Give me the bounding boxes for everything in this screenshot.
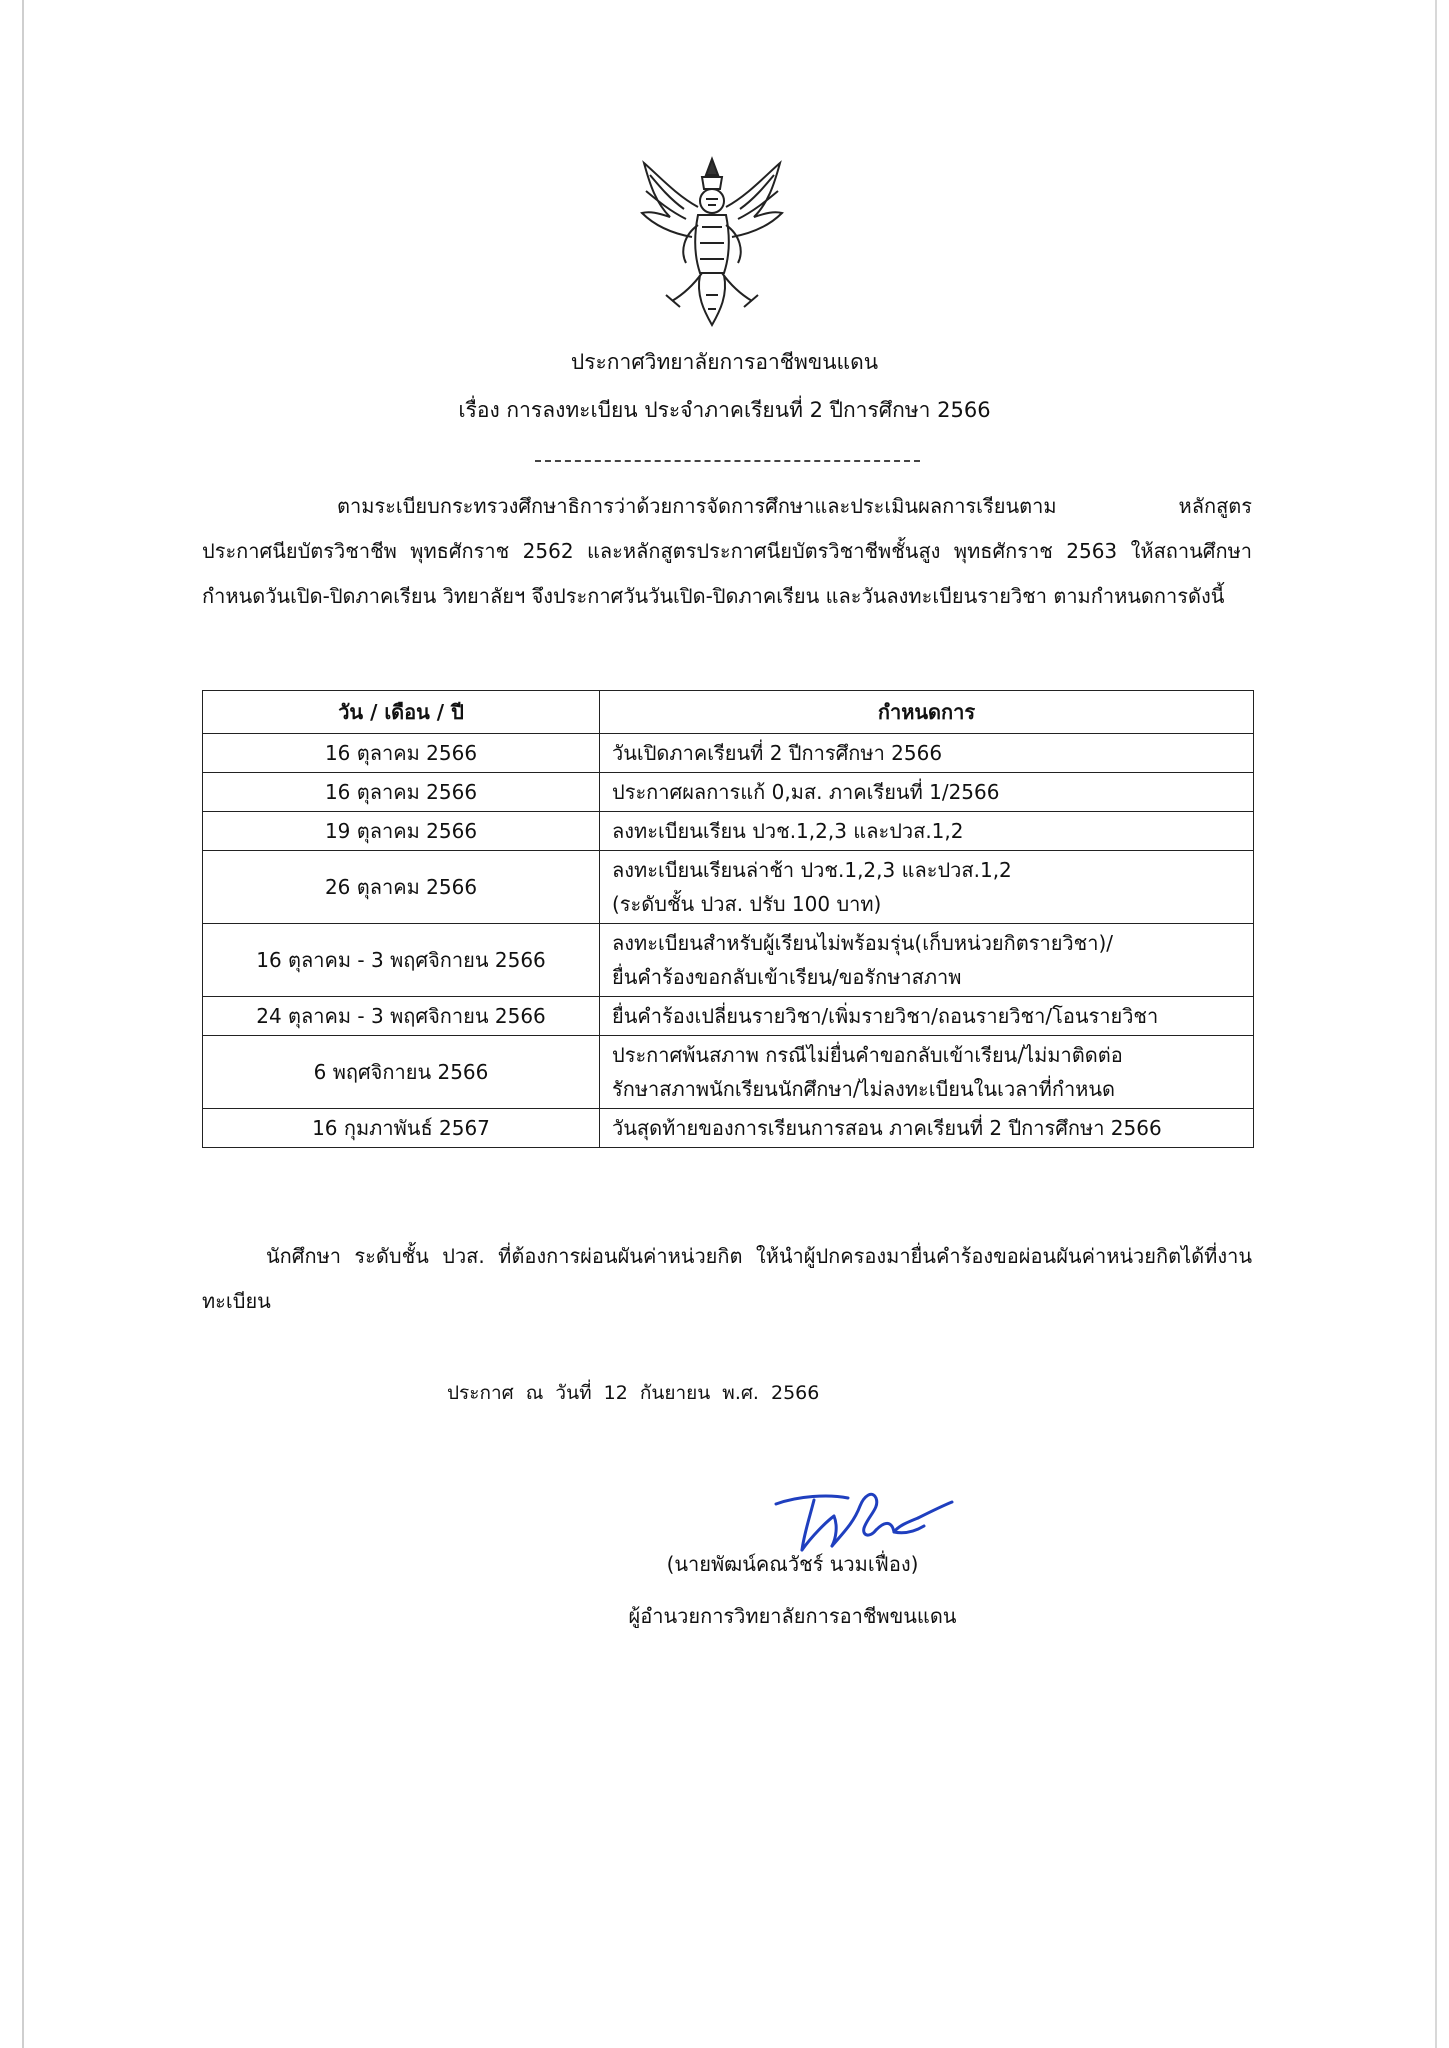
table-row bbox=[203, 924, 1254, 997]
table-row bbox=[203, 1036, 1254, 1109]
table-row bbox=[203, 812, 1254, 851]
table-row bbox=[203, 1109, 1254, 1148]
document-subject: เรื่อง การลงทะเบียน ประจำภาคเรียนที่ 2 ปีการศึกษา 2566 bbox=[458, 398, 991, 422]
table-header-row bbox=[203, 691, 1254, 734]
note-text: นักศึกษา ระดับชั้น ปวส. ที่ต้องการผ่อนผันค่าหน่วยกิต ให้นำผู้ปกครองมายื่นคำร้องขอผ่อนผันค่าหน่วยกิตได้ที่งานทะเบียน bbox=[202, 1244, 1252, 1313]
schedule-activity bbox=[600, 851, 1254, 924]
announcement-date: ประกาศ ณ วันที่ 12 กันยายน พ.ศ. 2566 bbox=[447, 1382, 820, 1404]
table-row bbox=[203, 773, 1254, 812]
schedule-date: 26 ตุลาคม 2566 bbox=[203, 851, 600, 924]
activity-line: วันสุดท้ายของการเรียนการสอน ภาคเรียนที่ 2 ปีการศึกษา 2566 bbox=[612, 1116, 1162, 1140]
schedule-activity bbox=[600, 1036, 1254, 1109]
activity-line: ยื่นคำร้องขอกลับเข้าเรียน/ขอรักษาสภาพ bbox=[612, 965, 962, 989]
scan-edge-left bbox=[22, 0, 24, 2048]
title-divider bbox=[535, 460, 920, 462]
intro-paragraph bbox=[202, 484, 1252, 619]
schedule-activity bbox=[600, 997, 1254, 1036]
activity-line: ประกาศผลการแก้ 0,มส. ภาคเรียนที่ 1/2566 bbox=[612, 780, 1000, 804]
schedule-date: 19 ตุลาคม 2566 bbox=[203, 812, 600, 851]
schedule-date: 16 ตุลาคม 2566 bbox=[203, 773, 600, 812]
scan-edge-right bbox=[1435, 0, 1437, 2048]
table-row bbox=[203, 851, 1254, 924]
activity-line: วันเปิดภาคเรียนที่ 2 ปีการศึกษา 2566 bbox=[612, 741, 943, 765]
activity-line: รักษาสภาพนักเรียนนักศึกษา/ไม่ลงทะเบียนในเวลาที่กำหนด bbox=[612, 1077, 1116, 1101]
garuda-emblem-icon bbox=[636, 155, 788, 331]
activity-column-header: กำหนดการ bbox=[600, 691, 1254, 734]
date-column-header: วัน / เดือน / ปี bbox=[203, 691, 600, 734]
signatory-position: ผู้อำนวยการวิทยาลัยการอาชีพขนแดน bbox=[628, 1604, 957, 1628]
schedule-activity bbox=[600, 773, 1254, 812]
schedule-date: 16 ตุลาคม - 3 พฤศจิกายน 2566 bbox=[203, 924, 600, 997]
activity-line: ประกาศพ้นสภาพ กรณีไม่ยื่นคำขอกลับเข้าเรียน/ไม่มาติดต่อ bbox=[612, 1043, 1123, 1067]
signatory-name: (นายพัฒน์คณวัชร์ นวมเฟื่อง) bbox=[666, 1552, 919, 1576]
activity-line: (ระดับชั้น ปวส. ปรับ 100 บาท) bbox=[612, 892, 882, 916]
schedule-activity bbox=[600, 734, 1254, 773]
table-row bbox=[203, 734, 1254, 773]
schedule-table bbox=[202, 690, 1254, 1148]
document-title: ประกาศวิทยาลัยการอาชีพขนแดน bbox=[570, 350, 879, 374]
schedule-date: 6 พฤศจิกายน 2566 bbox=[203, 1036, 600, 1109]
table-row bbox=[203, 997, 1254, 1036]
activity-line: ลงทะเบียนเรียนล่าช้า ปวช.1,2,3 และปวส.1,2 bbox=[612, 858, 1012, 882]
schedule-activity bbox=[600, 812, 1254, 851]
schedule-activity bbox=[600, 924, 1254, 997]
activity-line: ลงทะเบียนสำหรับผู้เรียนไม่พร้อมรุ่น(เก็บหน่วยกิตรายวิชา)/ bbox=[612, 931, 1114, 955]
schedule-date: 16 ตุลาคม 2566 bbox=[203, 734, 600, 773]
schedule-date: 16 กุมภาพันธ์ 2567 bbox=[203, 1109, 600, 1148]
schedule-date: 24 ตุลาคม - 3 พฤศจิกายน 2566 bbox=[203, 997, 600, 1036]
activity-line: ยื่นคำร้องเปลี่ยนรายวิชา/เพิ่มรายวิชา/ถอนรายวิชา/โอนรายวิชา bbox=[612, 1004, 1159, 1028]
schedule-activity bbox=[600, 1109, 1254, 1148]
note-paragraph bbox=[202, 1234, 1252, 1324]
activity-line: ลงทะเบียนเรียน ปวช.1,2,3 และปวส.1,2 bbox=[612, 819, 964, 843]
intro-text: ตามระเบียบกระทรวงศึกษาธิการว่าด้วยการจัดการศึกษาและประเมินผลการเรียนตาม หลักสูตรประกาศนียบัตรวิชาชีพ พุทธศักราช 2562 และหลักสูตรประกาศนียบัตรวิชาชีพชั้นสูง พุทธศักราช 2563 ให้สถานศึกษากำหนดวันเปิด-ปิดภาคเรียน วิทยาลัยฯ จึงประกาศวันวันเปิด-ปิดภาคเรียน และวันลงทะเบียนรายวิชา ตามกำหนดการดังนี้ bbox=[202, 494, 1252, 608]
